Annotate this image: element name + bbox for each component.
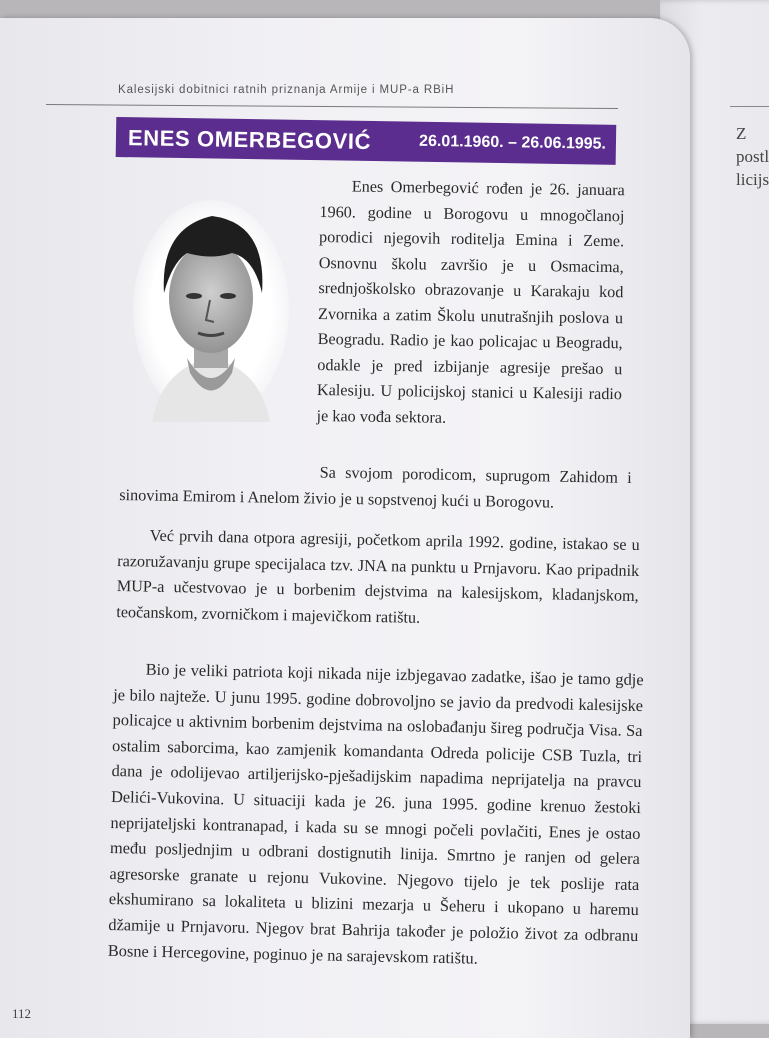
page-number: 112 xyxy=(12,1006,32,1021)
paragraph-family: Sa svojom porodicom, suprugom Zahidom i sinovima Emirom i Anelom živio je u sopstvenoj kući u Borogovu. xyxy=(119,463,632,512)
running-head: Kalesijski dobitnici ratnih priznanja Armije i MUP-a RBiH xyxy=(118,84,455,96)
next-page-rule xyxy=(730,106,769,107)
paragraph-war-start: Već prvih dana otpora agresiji, početkom aprila 1992. godine, istakao se u razoružavanju grupe specijalaca tzv. JNA na punktu u Prnjavoru. Kao pripadnik MUP-a učestvovao je u borbenim dejstvima na kalesijskom, kladanjskom, teočanskom, zvorničkom i majevičkom ratištu. xyxy=(116,526,640,627)
next-page-text: Z postl licijs xyxy=(736,124,769,189)
portrait-photo xyxy=(132,198,290,422)
life-dates: 26.01.1960. – 26.06.1995. xyxy=(418,132,607,153)
paragraph-intro: Enes Omerbegović rođen je 26. januara 1960. godine u Borogovu u mnogočlanoj porodici njegovih roditelja Emina i Zeme. Osnovnu školu završio je u Osmacima, srednjoškolsko obrazovanje u Karakaju kod Zvornika a zatim Školu unutrašnjih poslova u Beogradu. Radio je kao policajac u Beogradu, odakle je pred izbijanje agresije prešao u Kalesiju. U policijskoj stanici u Kalesiji radio je kao vođa sektora. xyxy=(316,177,625,427)
paragraph-death: Bio je veliki patriota koji nikada nije izbjegavao zadatke, išao je tamo gdje je bilo najteže. U junu 1995. godine dobrovoljno se javio da predvodi kalesijske policajce u aktivnim borbenim dejstvima na oslobađanju šireg područja Visa. Sa ostalim saborcima, kao zamjenik komandanta Odreda policije CSB Tuzla, tri dana je odolijevao artiljerijsko-pješadijskim napadima neprijatelja na pravcu Delići-Vukovina. U situaciji kada je 26. juna 1995. godine krenuo žestoki neprijateljski kontranapad, i kada su se mnogi počeli povlačiti, Enes je ostao među posljednjim u odbrani dostignutih linija. Smrtno je ranjen od gelera agresorske granate u rejonu Vukovine. Njegovo tijelo je tek poslije rata ekshumirano sa lokaliteta u blizini mezarja u Šeheru i ukopano u haremu džamije u Prnjavoru. Njegov brat Bahrija također je položio život za odbranu Bosne i Hercegovine, poginuo je na sarajevskom ratištu. xyxy=(107,659,644,968)
name-banner xyxy=(116,117,617,165)
person-name: ENES OMERBEGOVIĆ xyxy=(127,125,372,155)
